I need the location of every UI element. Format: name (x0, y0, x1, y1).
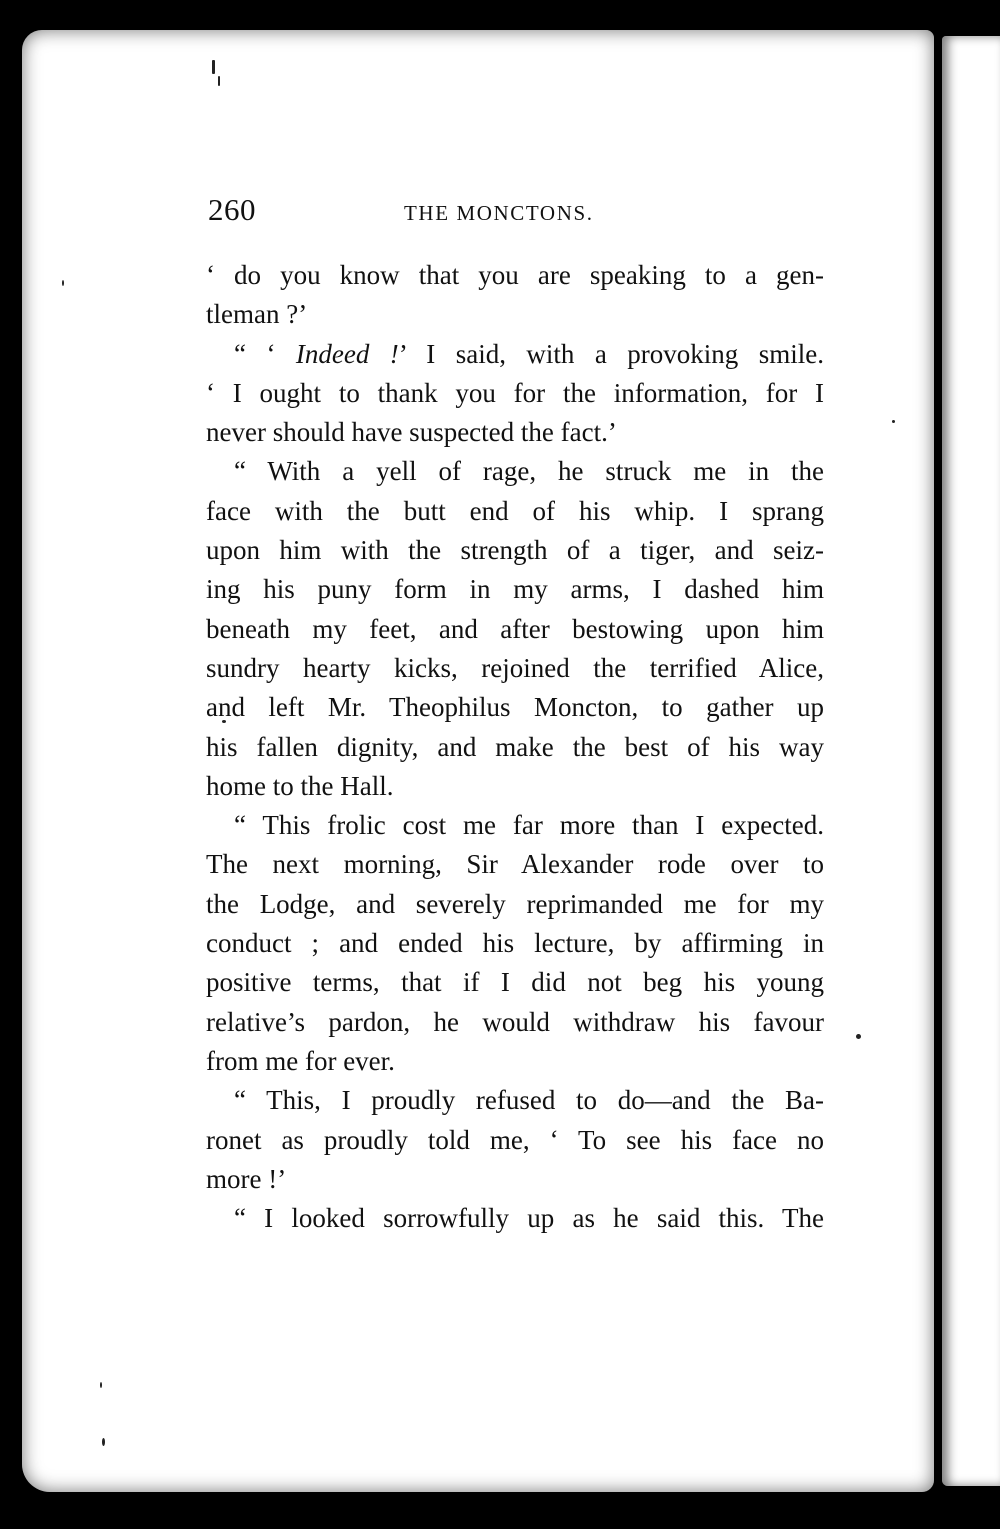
text-line: never should have suspected the fact.’ (206, 417, 617, 448)
text-line: the Lodge, and severely reprimanded me for my (206, 888, 824, 919)
text-line: from me for ever. (206, 1045, 395, 1076)
text-line: beneath my feet, and after bestowing upon him (206, 613, 824, 644)
paragraph-6 (206, 1199, 824, 1238)
body-text (206, 256, 824, 1238)
page-header (208, 192, 828, 252)
paragraph-3 (206, 452, 824, 806)
paragraph-4 (206, 806, 824, 1081)
paragraph-1 (206, 256, 824, 335)
page-number: 260 (208, 192, 256, 227)
text-line: and left Mr. Theophilus Moncton, to gather up (206, 692, 824, 723)
text-line: “ With a yell of rage, he struck me in the (234, 456, 824, 487)
italic-word: Indeed ! (295, 338, 399, 369)
text-line: The next morning, Sir Alexander rode over to (206, 849, 824, 880)
text-line: ing his puny form in my arms, I dashed him (206, 574, 824, 605)
next-page-edge (942, 36, 1000, 1486)
text-line: ronet as proudly told me, ‘ To see his face no (206, 1124, 824, 1155)
text-line: his fallen dignity, and make the best of his way (206, 731, 824, 762)
text-line: upon him with the strength of a tiger, and seiz- (206, 535, 824, 566)
text-line: sundry hearty kicks, rejoined the terrified Alice, (206, 652, 824, 683)
paragraph-5 (206, 1081, 824, 1199)
text-line: more !’ (206, 1163, 287, 1194)
text-line: positive terms, that if I did not beg his young (206, 967, 824, 998)
text-line: relative’s pardon, he would withdraw his favour (206, 1006, 824, 1037)
text-line: “ This frolic cost me far more than I expected. (234, 810, 824, 841)
text-line: tleman ?’ (206, 299, 308, 330)
text-line: ‘ I ought to thank you for the information, for I (206, 377, 824, 408)
text-line: ‘ do you know that you are speaking to a gen- (206, 260, 824, 290)
text-line (206, 335, 824, 374)
paragraph-2 (206, 335, 824, 453)
text-fragment: ’ I said, with a provoking smile. (398, 338, 824, 369)
running-title: THE MONCTONS. (404, 201, 594, 225)
text-line: conduct ; and ended his lecture, by affirming in (206, 928, 824, 959)
opening-quote: “ ‘ (234, 338, 296, 369)
text-line: home to the Hall. (206, 770, 394, 801)
text-line: “ This, I proudly refused to do—and the Ba- (234, 1085, 824, 1116)
text-line: “ I looked sorrowfully up as he said this. The (234, 1203, 824, 1234)
text-line: face with the butt end of his whip. I sprang (206, 495, 824, 526)
